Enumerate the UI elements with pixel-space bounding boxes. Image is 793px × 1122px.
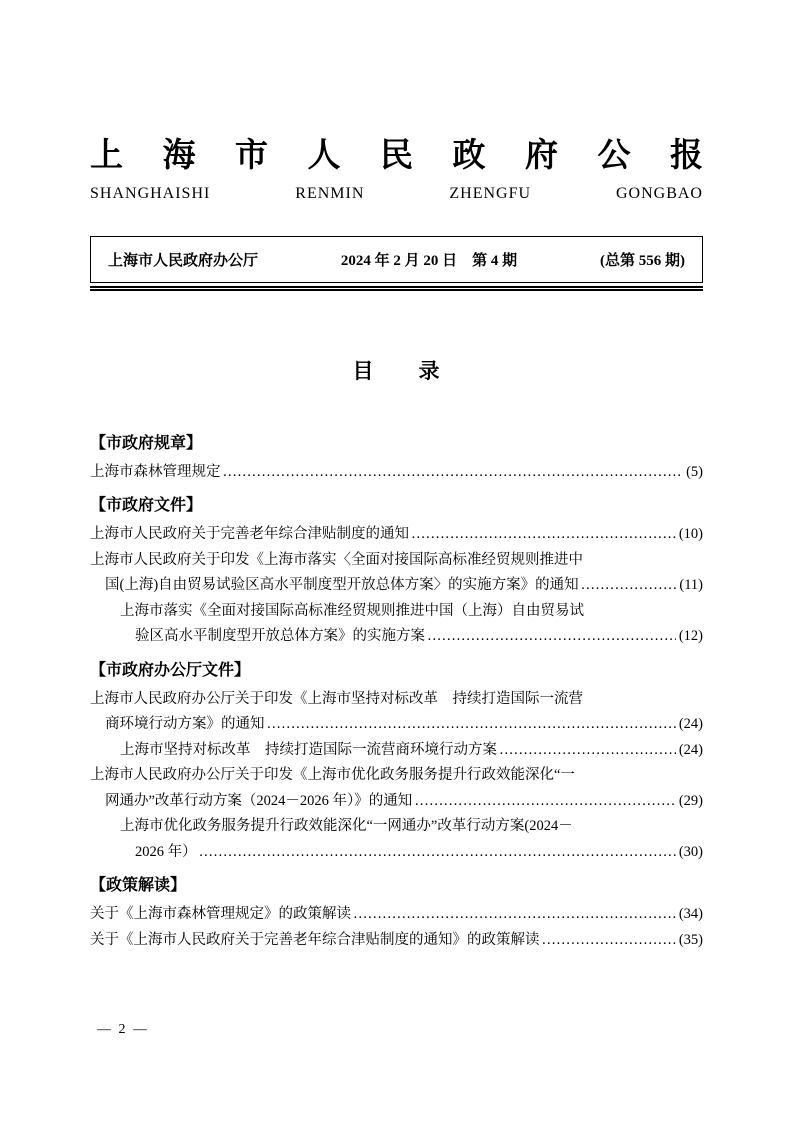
toc-entry-text: 关于《上海市森林管理规定》的政策解读 <box>90 906 351 923</box>
toc-page-number: (34) <box>678 906 703 923</box>
toc-section-heading: 【政策解读】 <box>90 877 187 895</box>
dot-leader <box>223 460 684 486</box>
issue-info-box <box>90 236 703 283</box>
toc-entry-text: 上海市落实《全面对接国际高标准经贸规则推进中国（上海）自由贸易试 <box>120 602 584 619</box>
toc-page-number: (35) <box>678 931 703 948</box>
publisher-name: 上海市人民政府办公厅 <box>108 252 259 269</box>
title-char: 海 <box>162 138 196 174</box>
toc-entry-text: 网通办”改革行动方案（2024－2026 年）》的通知 <box>105 792 413 809</box>
toc-page-number: (12) <box>678 628 703 645</box>
toc-entry-line <box>90 573 703 599</box>
dot-leader <box>414 789 676 815</box>
toc-entry-line <box>90 548 703 574</box>
double-rule-divider <box>90 286 703 291</box>
toc-entry-text: 上海市坚持对标改革 持续打造国际一流营商环境行动方案 <box>120 741 497 758</box>
dot-leader <box>411 522 676 548</box>
pinyin-word: GONGBAO <box>615 184 703 202</box>
pinyin-word: SHANGHAISHI <box>90 184 211 202</box>
toc-entry-line <box>90 522 703 548</box>
gazette-title <box>90 138 703 176</box>
toc-page-number: (24) <box>678 716 703 733</box>
title-char: 府 <box>525 138 558 174</box>
toc-page-number: (11) <box>679 577 703 594</box>
toc-entry-line <box>90 928 703 954</box>
dot-leader <box>581 573 677 599</box>
title-char: 民 <box>380 138 413 174</box>
toc-page-number: (10) <box>678 526 703 543</box>
gazette-pinyin <box>90 185 703 203</box>
dot-leader <box>199 840 676 866</box>
toc-entry-line <box>90 789 703 815</box>
dot-leader <box>353 902 676 928</box>
toc-entry-line <box>90 712 703 738</box>
toc-page-number: (29) <box>678 792 703 809</box>
title-char: 公 <box>597 138 631 174</box>
dot-leader <box>427 624 676 650</box>
title-char: 上 <box>90 138 123 174</box>
page-number: — 2 — <box>97 1022 149 1037</box>
toc-entry-line <box>90 840 703 866</box>
toc-entry-text: 2026 年） <box>135 843 197 860</box>
toc-entry-text: 国(上海)自由贸易试验区高水平制度型开放总体方案〉的实施方案》的通知 <box>105 577 579 594</box>
toc-section-heading: 【市政府规章】 <box>90 434 203 452</box>
toc-entry-text: 上海市森林管理规定 <box>90 463 221 480</box>
issue-number: (总第 556 期) <box>600 252 685 269</box>
dot-leader <box>542 928 676 954</box>
toc-entry-text: 商环境行动方案》的通知 <box>105 716 265 733</box>
toc-entry-text: 验区高水平制度型开放总体方案》的实施方案 <box>135 628 425 645</box>
toc-entry-text: 上海市人民政府办公厅关于印发《上海市优化政务服务提升行政效能深化“一 <box>90 767 575 784</box>
page-content <box>90 0 703 953</box>
toc-entry-line <box>90 814 703 840</box>
toc <box>90 431 703 954</box>
title-char: 政 <box>452 138 486 174</box>
toc-section-heading: 【市政府办公厅文件】 <box>90 661 251 679</box>
dot-leader <box>267 712 676 738</box>
title-char: 报 <box>670 138 703 174</box>
toc-page-number: (5) <box>686 463 703 480</box>
toc-entry-line <box>90 738 703 764</box>
toc-entry-line <box>90 624 703 650</box>
pinyin-word: ZHENGFU <box>449 184 532 202</box>
dot-leader <box>499 738 676 764</box>
toc-entry-line <box>90 599 703 625</box>
toc-entry-text: 关于《上海市人民政府关于完善老年综合津贴制度的通知》的政策解读 <box>90 931 540 948</box>
toc-entry-text: 上海市优化政务服务提升行政效能深化“一网通办”改革行动方案(2024－ <box>120 818 573 835</box>
toc-entry-line <box>90 460 703 486</box>
toc-entry-line <box>90 687 703 713</box>
toc-entry-text: 上海市人民政府关于印发《上海市落实〈全面对接国际高标准经贸规则推进中 <box>90 551 583 568</box>
pinyin-word: RENMIN <box>295 184 365 202</box>
toc-entry-text: 上海市人民政府关于完善老年综合津贴制度的通知 <box>90 526 409 543</box>
toc-title: 目 录 <box>352 358 441 383</box>
toc-section-heading: 【市政府文件】 <box>90 497 203 515</box>
title-char: 市 <box>235 138 268 174</box>
title-char: 人 <box>307 138 341 174</box>
toc-entry-line <box>90 763 703 789</box>
issue-date: 2024 年 2 月 20 日 第 4 期 <box>340 252 518 269</box>
toc-entry-text: 上海市人民政府办公厅关于印发《上海市坚持对标改革 持续打造国际一流营 <box>90 690 583 707</box>
toc-entry-line <box>90 902 703 928</box>
toc-page-number: (24) <box>678 741 703 758</box>
toc-page-number: (30) <box>678 843 703 860</box>
